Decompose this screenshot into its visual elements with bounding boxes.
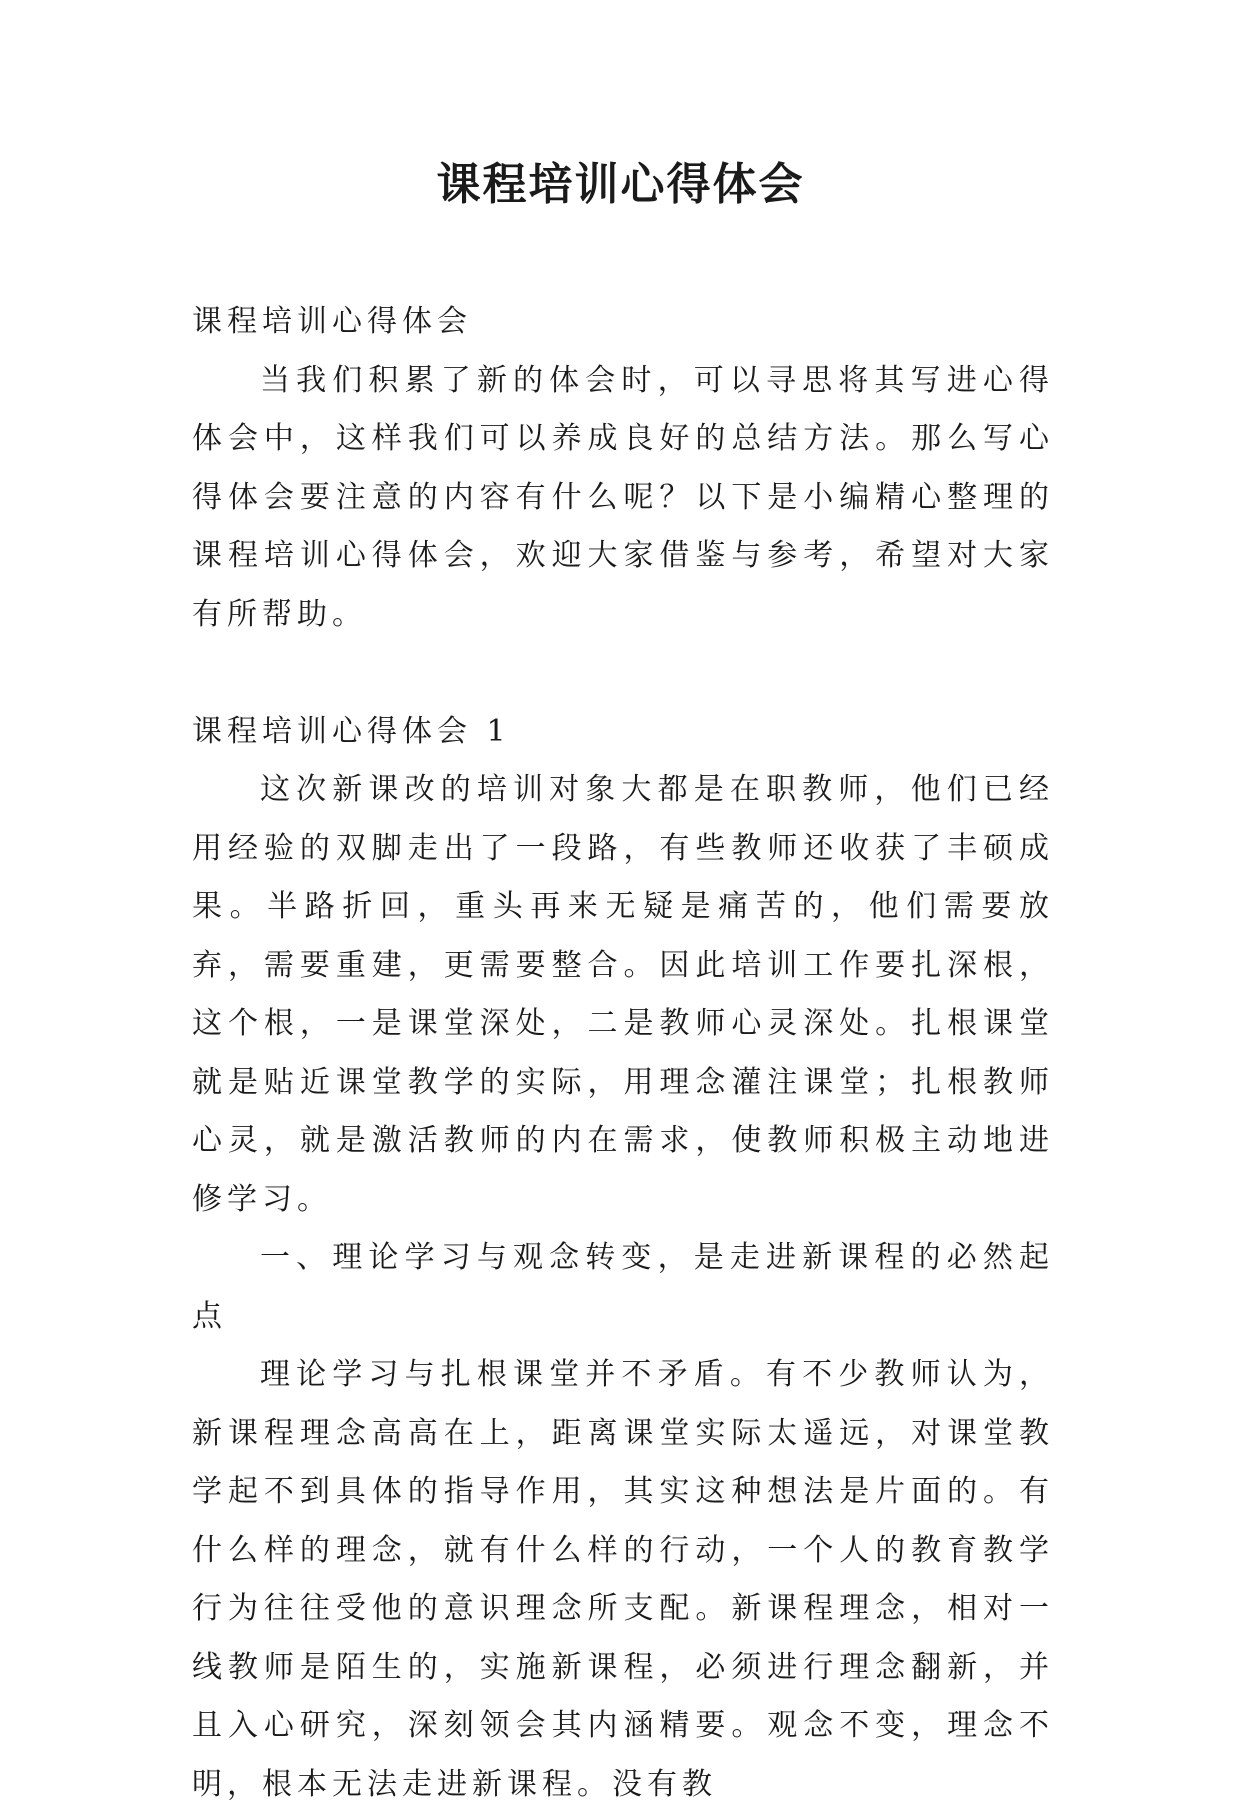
section-1-subheading: 一、理论学习与观念转变，是走进新课程的必然起点 <box>192 1240 1054 1334</box>
section-1-heading: 课程培训心得体会 1 <box>192 713 511 749</box>
section-1-paragraph-1: 这次新课改的培训对象大都是在职教师，他们已经用经验的双脚走出了一段路，有些教师还收获了丰硕成果。半路折回，重头再来无疑是痛苦的，他们需要放弃，需要重建，更需要整合。因此培训工作要扎深根，这个根，一是课堂深处，二是教师心灵深处。扎根课堂就是贴近课堂教学的实际，用理念灌注课堂；扎根教师心灵，就是激活教师的内在需求，使教师积极主动地进修学习。 <box>192 772 1054 1217</box>
document-body <box>192 293 1054 1814</box>
document-title: 课程培训心得体会 <box>436 159 805 210</box>
paragraph-spacer <box>192 644 1054 703</box>
intro-paragraph: 当我们积累了新的体会时，可以寻思将其写进心得体会中，这样我们可以养成良好的总结方法。那么写心得体会要注意的内容有什么呢？以下是小编精心整理的课程培训心得体会，欢迎大家借鉴与参考，希望对大家有所帮助。 <box>192 362 1054 632</box>
section-1-paragraph-2: 理论学习与扎根课堂并不矛盾。有不少教师认为，新课程理念高高在上，距离课堂实际太遥远，对课堂教学起不到具体的指导作用，其实这种想法是片面的。有什么样的理念，就有什么样的行动，一个人的教育教学行为往往受他的意识理念所支配。新课程理念，相对一线教师是陌生的，实施新课程，必须进行理念翻新，并且入心研究，深刻领会其内涵精要。观念不变，理念不明，根本无法走进新课程。没有教 <box>192 1357 1054 1802</box>
intro-heading: 课程培训心得体会 <box>192 304 472 339</box>
